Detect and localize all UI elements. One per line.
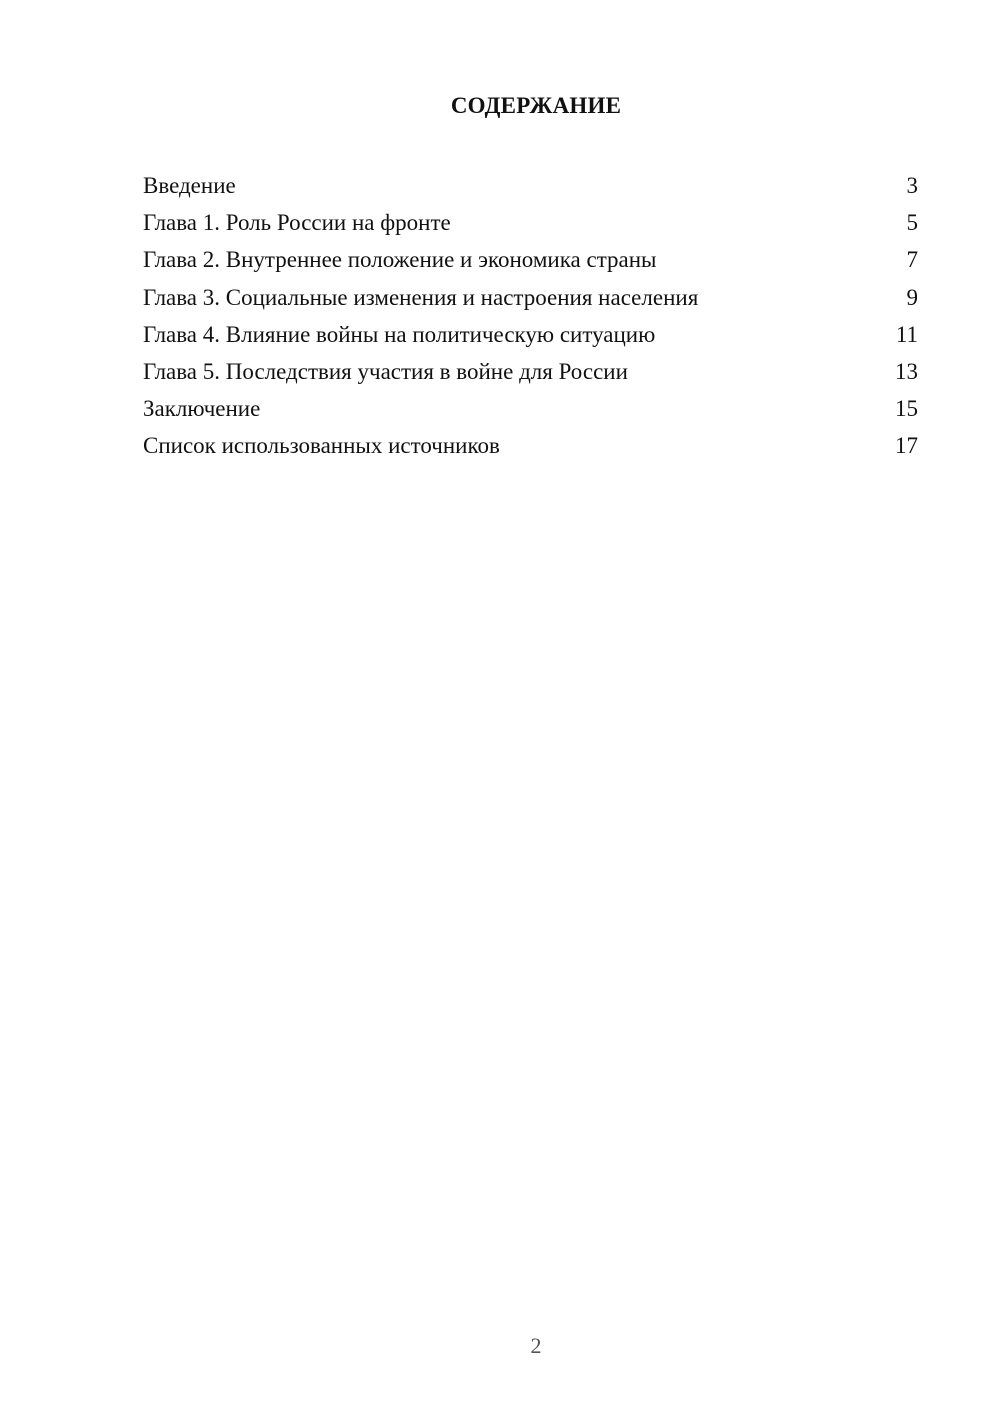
page-number: 2	[530, 1333, 542, 1358]
toc-item-label: Глава 4. Влияние войны на политическую ситуацию	[143, 321, 656, 347]
toc-item-label: Заключение	[143, 396, 261, 422]
toc-item-chapter-3	[143, 279, 918, 316]
toc-item-page: 17	[895, 433, 918, 459]
toc-title: СОДЕРЖАНИЕ	[450, 93, 622, 118]
toc-item-label: Введение	[143, 173, 236, 198]
toc-item-chapter-2	[143, 241, 918, 278]
toc-item-chapter-4	[143, 316, 918, 353]
toc-item-chapter-1	[143, 204, 918, 241]
toc-item-label: Глава 3. Социальные изменения и настроения населения	[143, 284, 699, 310]
toc-item-label: Глава 5. Последствия участия в войне для России	[143, 358, 628, 384]
toc-item-label: Глава 1. Роль России на фронте	[143, 210, 451, 236]
toc-item-sources	[143, 427, 918, 464]
toc-item-conclusion	[143, 390, 918, 427]
toc-item-page: 13	[895, 358, 918, 384]
toc-item-page: 3	[906, 173, 918, 198]
toc-item-introduction	[143, 167, 918, 204]
toc-item-page: 9	[906, 284, 918, 310]
toc-item-page: 11	[895, 321, 918, 347]
toc-item-chapter-5	[143, 353, 918, 390]
toc-item-label: Список использованных источников	[143, 433, 500, 459]
toc-item-page: 5	[906, 210, 918, 236]
table-of-contents	[143, 167, 918, 465]
toc-item-page: 7	[906, 247, 918, 273]
toc-item-page: 15	[895, 396, 918, 422]
toc-item-label: Глава 2. Внутреннее положение и экономика страны	[143, 247, 657, 273]
